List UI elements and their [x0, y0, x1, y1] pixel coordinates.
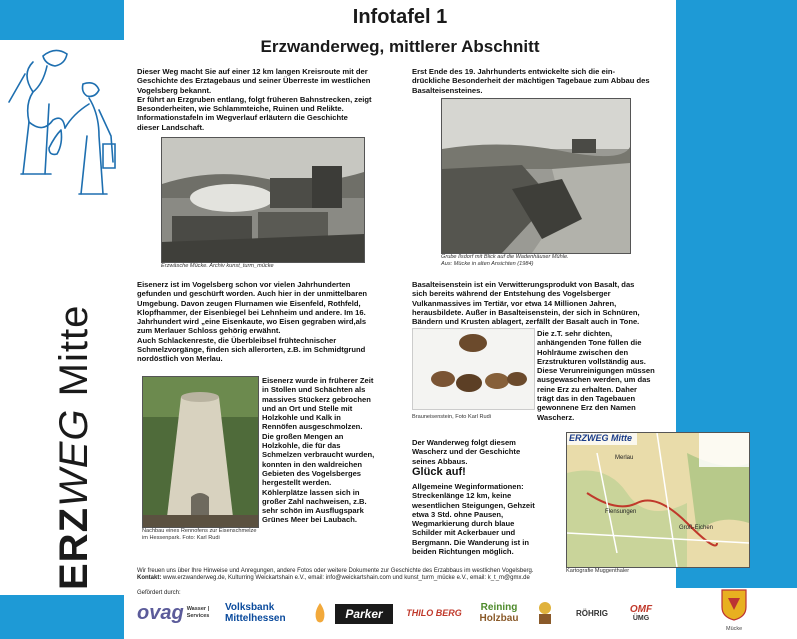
rennofen-text: Eisenerz wurde in früherer Zeit in Stollen und Schächten als massives Stückerz gebrochen und an Ort und Stelle mit Holzkohle und Kalk in Rennöfen ausgeschmolzen. Die großen Mengen an Holzkohle, die für das Schmelzen verbraucht wurden, konnten in den waldreichen Gebieten des Vogelsberges hergestellt werden. Köhlerplätze lassen sich in großer Zahl nachweisen, z.B. sehr schön im Ausflugspark Grünes Meer bei Laubach.	[262, 376, 375, 525]
reining-holzbau-logo: Reining Holzbau	[479, 602, 519, 624]
route-map	[566, 432, 750, 568]
feuerzeug-icon	[309, 598, 331, 628]
photo-rennofen	[142, 376, 259, 528]
photo-grube-ilsdorf	[441, 98, 631, 254]
map-place-flensungen: Flensungen	[605, 509, 637, 515]
omf-uemg-logo: OMF ÜMG	[629, 604, 653, 622]
footer-note: Wir freuen uns über Ihre Hinweise und Anregungen, andere Fotos oder weitere Dokumente zur Geschichte des Erzabbaus im westlichen Vogelsberg.	[137, 568, 534, 574]
tone-text: Die z.T. sehr dichten, anhängenden Tone füllen die Hohlräume zwischen den Erzstrukturen vollständig aus. Diese Verunreinigungen müssen ausgewaschen werden, um das reine Erz zu erhalten. Daher trägt das in den Tagebauen gewonnene Erz den Namen Wascherz.	[537, 329, 655, 422]
erzweg-mitte-vertical-logo: ERZWEG Mitte	[52, 304, 96, 590]
footer	[137, 568, 672, 597]
parker-logo: Parker	[335, 604, 393, 624]
muecke-crest-icon	[721, 589, 747, 621]
map-place-gross-eichen: Groß-Eichen	[679, 525, 714, 531]
wanderweg-text: Der Wanderweg folgt diesem Wascherz und der Geschichte seines Abbaus. Glück auf!	[412, 438, 562, 479]
photo-brauneisenstein	[412, 328, 535, 410]
photo-grube-ilsdorf-caption: Grube Ilsdorf mit Blick auf die Wadenhäuser Mühle. Aus: Mücke in alten Ansichten (1984)	[441, 254, 569, 267]
intro-text: Dieser Weg macht Sie auf einer 12 km langen Kreisroute mit der Geschichte des Erztagebaus und seiner Überreste im westlichen Vogelsberg bekannt. Er führt an Erzgruben entlang, folgt früheren Bahnstrecken, zeigt Besonderheiten, wie Schlammteiche, Ruinen und Relikte. Informationstafeln im Wegverlauf erläutern die Geschichte dieser Landschaft.	[137, 67, 372, 132]
crest-label: Mücke	[726, 626, 743, 632]
map-place-merlau: Merlau	[615, 455, 634, 461]
weginformationen-text: Allgemeine Weginformationen: Streckenlänge 12 km, keine wesentlichen Steigungen, Gehzeit etwa 3 Std. ohne Pausen, Wegmarkierung durch blaue Schilder mit Ackerbauer und Bergmann. Die Wanderung ist in beiden Richtungen möglich.	[412, 482, 535, 557]
footer-contact: Kontakt: www.erzwanderweg.de, Kulturring Weickartshain e.V., email: info@weickartshain.com und kunst_turm_mücke e.V., email: k_t_m@gmx.de	[137, 575, 530, 581]
miners-illustration	[3, 44, 119, 216]
thilo-berg-logo: THILO BERG	[406, 608, 462, 618]
photo-rennofen-caption: Nachbau eines Rennofens zur Eisenschmelze im Hessenpark. Foto: Karl Rudi	[142, 528, 257, 541]
map-caption: Kartografie Muggenthaler	[566, 568, 630, 574]
roehrig-logo: RÖHRIG	[576, 608, 608, 618]
ovag-logo: ovag Wasser | Services	[137, 601, 210, 624]
volksbank-logo: Volksbank Mittelhessen	[225, 602, 286, 624]
glueck-auf: Glück auf!	[412, 465, 466, 478]
sponsor-logos	[137, 596, 677, 632]
page-subtitle: Erzwanderweg, mittlerer Abschnitt	[260, 37, 540, 56]
footer-funded: Gefördert durch:	[137, 590, 181, 596]
handwerker-icon	[529, 598, 561, 628]
basalt-text: Basalteisenstein ist ein Verwitterungsprodukt von Basalt, das sich bereits während der Entstehung des Vogelsberger Vulkanmassives im Tertiär, vor etwa 14 Millionen Jahren, herausbildete. Außer in Basalteisenstein, der sich in Schnüren, Bändern und Krusten ablagert, zerfällt der Basalt auch in Tone.	[412, 280, 640, 327]
map-title: ERZWEG Mitte	[569, 433, 632, 443]
photo-erzwaesche-caption: Erzwäsche Mücke. Archiv kunst_turm_mücke	[161, 263, 274, 269]
page-title: Infotafel 1	[352, 6, 448, 28]
photo-erzwaesche	[161, 137, 365, 263]
eisenerz-text: Eisenerz ist im Vogelsberg schon vor vielen Jahrhunderten gefunden und geschürft worden. Auch hier in der unmittelbaren Umgebung. Davon zeugen Flurnamen wie Eisenfeld, Rothfeld, Klopfhammer, der Eisenbiegel bei Lehnheim und andere. Im 16. Jahrhundert wird „eine Eisenkaute, wo Eisen gegraben wird,als zum Merlauer Schloss gehörig erwähnt. Auch Schlackenreste, die Überbleibsel frühtechnischer Schmelzvorgänge, finden sich allerorten, z.B. im Schmidtgrund nordöstlich von Merlau.	[137, 280, 368, 364]
basalt-intro-text: Erst Ende des 19. Jahrhunderts entwickelte sich die ein- drückliche Besonderheit der mächtigen Tagebaue zum Abbau des Basalteisensteines.	[412, 67, 650, 95]
photo-brauneisenstein-caption: Brauneisenstein, Foto Karl Rudi	[412, 414, 491, 420]
